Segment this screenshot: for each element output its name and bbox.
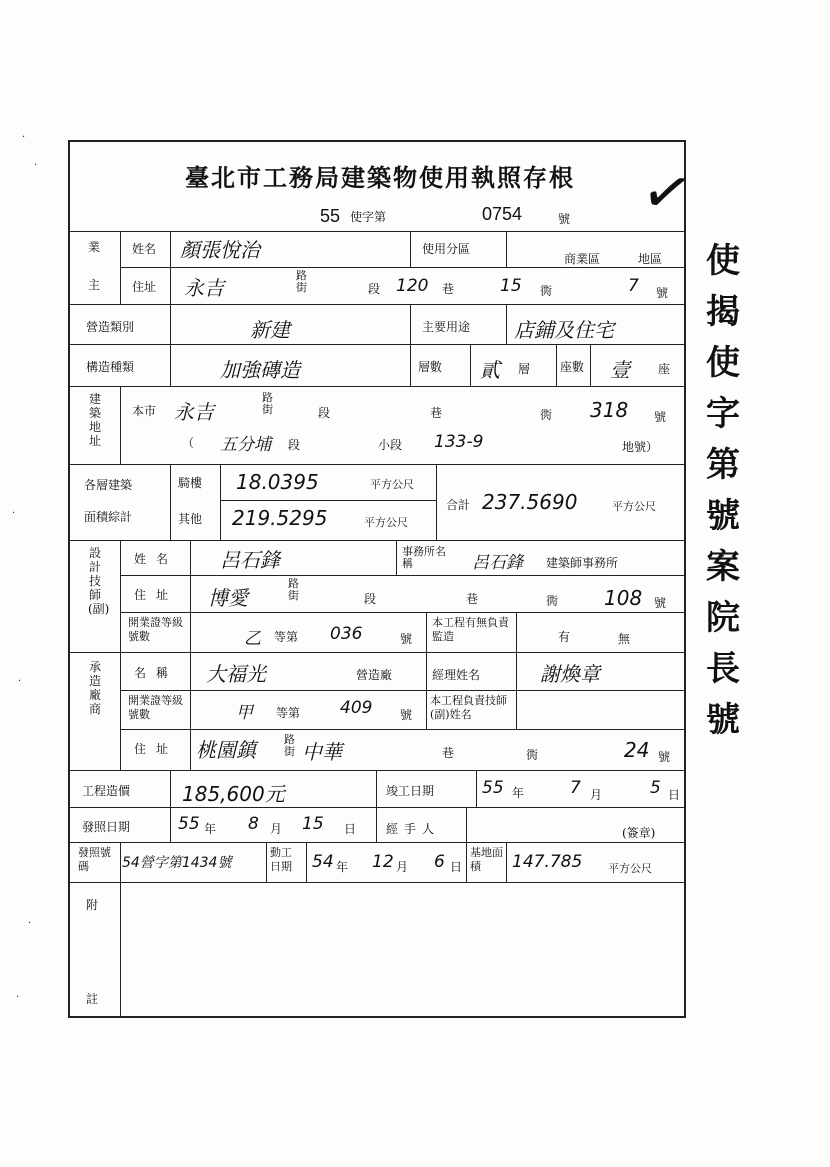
lot-label: 地號）: [622, 440, 659, 454]
owner-address-label: 住址: [132, 280, 157, 294]
contractor-no-value: 24: [624, 738, 650, 762]
designer-section-label: 段: [364, 592, 377, 606]
check-mark-icon: ✓: [635, 153, 700, 233]
start-day: 6: [434, 852, 445, 872]
completion-month: 7: [570, 778, 581, 798]
engineer-label: 本工程負責技師(副)姓名: [430, 694, 507, 721]
buildings-label: 座數: [560, 360, 585, 374]
contractor-no-label: 號: [658, 750, 671, 764]
building-no-label: 號: [654, 410, 667, 424]
paren-open: （: [182, 436, 195, 450]
page-title: 臺北市工務局建築物使用執照存根: [185, 163, 575, 192]
scan-speck: ·: [12, 508, 16, 519]
floors-label: 層數: [418, 360, 443, 374]
designer-address-label: 住址: [134, 588, 179, 602]
building-no-value: 318: [590, 398, 629, 422]
issue-year-label: 年: [204, 822, 217, 836]
other-label: 其他: [178, 512, 203, 526]
buildings-value: 壹: [610, 358, 630, 382]
arcade-value: 18.0395: [236, 470, 319, 494]
owner-name-label: 姓名: [132, 242, 157, 256]
cost-label: 工程造價: [82, 784, 131, 798]
owner-section-label-2: 主: [88, 278, 101, 292]
arcade-label: 騎樓: [178, 476, 203, 490]
completion-year-label: 年: [512, 786, 525, 800]
completion-day: 5: [650, 778, 661, 798]
office-value: 呂石鋒: [472, 553, 523, 573]
land-section-value: 五分埔: [220, 435, 271, 455]
designer-name-value: 呂石鋒: [220, 548, 280, 572]
designer-license-number: 036: [330, 624, 363, 644]
land-section-label: 段: [288, 438, 301, 452]
building-alley-label: 衖: [540, 408, 553, 422]
completion-year: 55: [482, 778, 504, 798]
supervision-none: 無: [618, 632, 631, 646]
scan-speck: ·: [22, 132, 26, 143]
subsection-label: 小段: [378, 438, 403, 452]
supervision-value: 有: [558, 630, 571, 644]
permit-number: 0754: [482, 204, 523, 224]
owner-section-label: 段: [368, 282, 381, 296]
scan-speck: ·: [16, 992, 20, 1003]
contractor-section-label: 承造廠商: [88, 660, 101, 716]
issue-month: 8: [248, 814, 259, 834]
contractor-license-no-label: 號: [400, 708, 413, 722]
owner-alley-label: 衖: [540, 284, 553, 298]
seal-label: (簽章): [622, 826, 656, 840]
office-suffix: 建築師事務所: [546, 556, 619, 570]
designer-alley-label: 衖: [546, 594, 559, 608]
start-month-label: 月: [396, 860, 409, 874]
total-unit: 平方公尺: [612, 500, 656, 513]
structure-value: 加強磚造: [220, 358, 300, 382]
permit-prefix-number: 55: [320, 206, 341, 226]
designer-road-label: 路 街: [288, 577, 299, 602]
remarks-label-bottom: 註: [86, 992, 99, 1006]
supervision-label: 本工程有無負責監造: [432, 616, 509, 643]
manager-label: 經理姓名: [432, 668, 481, 682]
owner-alley-value: 15: [500, 276, 522, 296]
site-area-value: 147.785: [512, 852, 583, 872]
main-use-value: 店鋪及住宅: [514, 318, 614, 342]
designer-lane-label: 巷: [466, 592, 479, 606]
building-address-label: 建築地址: [88, 392, 101, 448]
scan-speck: ·: [28, 918, 32, 929]
contractor-license-number: 409: [340, 698, 373, 718]
permit-suffix-label: 號: [558, 212, 571, 226]
contractor-road-label: 路 街: [284, 733, 295, 758]
owner-name-value: 顏張悅治: [180, 238, 260, 262]
zone-value: 商業區: [564, 252, 601, 266]
contractor-license-mid: 等第: [276, 706, 301, 720]
building-section-label: 段: [318, 406, 331, 420]
permit-value: 54營字第1434號: [122, 855, 232, 871]
contractor-alley-label: 衖: [526, 748, 539, 762]
permit-prefix-label: 使字第: [350, 210, 387, 224]
designer-license-grade: 乙: [244, 629, 261, 649]
contractor-road-value: 中華: [302, 740, 342, 764]
total-value: 237.5690: [482, 490, 578, 514]
contractor-license-grade: 甲: [236, 703, 253, 723]
remarks-label-top: 附: [86, 898, 99, 912]
owner-lane-label: 巷: [442, 282, 455, 296]
arcade-unit: 平方公尺: [370, 478, 414, 491]
contractor-address-value: 桃園鎮: [196, 738, 256, 762]
designer-license-mid: 等第: [274, 630, 299, 644]
handler-label: 經手人: [386, 822, 441, 836]
other-value: 219.5295: [232, 506, 328, 530]
start-month: 12: [372, 852, 394, 872]
structure-label: 構造種類: [86, 360, 135, 374]
total-label: 合計: [446, 498, 471, 512]
start-label: 動工日期: [270, 846, 292, 873]
designer-no-label: 號: [654, 596, 667, 610]
issue-day: 15: [302, 814, 324, 834]
buildings-unit: 座: [658, 362, 671, 376]
contractor-lane-label: 巷: [442, 746, 455, 760]
completion-day-label: 日: [668, 788, 681, 802]
building-lane-label: 巷: [430, 406, 443, 420]
contractor-address-label: 住址: [134, 742, 179, 756]
contractor-name-value: 大福光: [206, 662, 266, 686]
designer-address-value: 博愛: [208, 586, 248, 610]
floors-value: 貳: [480, 358, 500, 382]
cost-value: 185,600元: [182, 782, 285, 806]
owner-lane-value: 120: [396, 276, 429, 296]
owner-address-value: 永吉: [184, 276, 224, 300]
contractor-license-label: 開業證等級號數: [128, 694, 183, 721]
start-day-label: 日: [450, 860, 463, 874]
issue-month-label: 月: [270, 822, 283, 836]
permit-form: [68, 140, 686, 1018]
completion-label: 竣工日期: [386, 784, 435, 798]
designer-name-label: 姓名: [134, 552, 179, 566]
permit-label: 發照號碼: [78, 846, 111, 873]
zone-label: 使用分區: [422, 242, 471, 256]
floors-unit: 層: [518, 362, 531, 376]
main-use-label: 主要用途: [422, 320, 471, 334]
other-unit: 平方公尺: [364, 516, 408, 529]
owner-road-label: 路 街: [296, 269, 307, 294]
building-road-value: 永吉: [174, 400, 214, 424]
scan-speck: ·: [18, 676, 22, 687]
designer-no-value: 108: [604, 586, 643, 610]
office-label: 事務所名稱: [402, 545, 446, 570]
start-year-label: 年: [336, 860, 349, 874]
category-label: 營造類別: [86, 320, 135, 334]
designer-license-label: 開業證等級號數: [128, 616, 183, 643]
lot-value: 133-9: [434, 432, 484, 452]
owner-no-label: 號: [656, 286, 669, 300]
contractor-name-label: 名稱: [134, 666, 179, 680]
site-area-label: 基地面積: [470, 846, 503, 873]
completion-month-label: 月: [590, 788, 603, 802]
floor-area-label-2: 面積綜計: [84, 510, 133, 524]
manager-value: 謝煥章: [540, 662, 600, 686]
contractor-name-suffix: 營造廠: [356, 668, 393, 682]
issue-year: 55: [178, 814, 200, 834]
zone-suffix: 地區: [638, 252, 663, 266]
owner-section-label-1: 業: [88, 240, 101, 254]
issue-day-label: 日: [344, 822, 357, 836]
scan-speck: ·: [34, 160, 38, 171]
owner-no-value: 7: [628, 276, 639, 296]
city-label: 本市: [132, 404, 157, 418]
side-stamp-text: 使揭使字第號案院長號: [706, 241, 740, 740]
designer-license-no-label: 號: [400, 632, 413, 646]
category-value: 新建: [250, 318, 290, 342]
start-year: 54: [312, 852, 334, 872]
designer-section-label: 設計技師(副): [88, 546, 110, 616]
floor-area-label-1: 各層建築: [84, 478, 133, 492]
site-area-unit: 平方公尺: [608, 862, 652, 875]
building-road-label: 路 街: [262, 391, 273, 416]
issue-label: 發照日期: [82, 820, 131, 834]
